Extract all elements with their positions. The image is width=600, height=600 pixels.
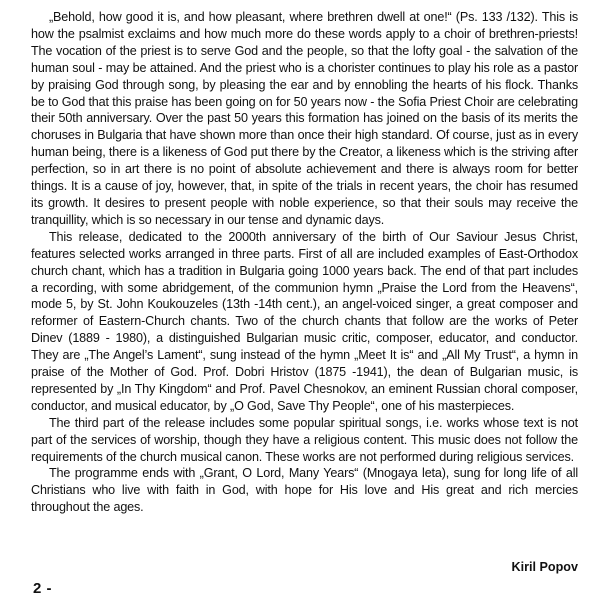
page-number: 2 - [33, 580, 53, 597]
paragraph-programme-ending: The programme ends with „Grant, O Lord, Many Years“ (Mnogaya leta), sung for long life of all Christians who live with faith in God, with hope for His love and His great and rich mercies throughout the ages. [31, 466, 578, 515]
paragraph-spiritual-songs: The third part of the release includes some popular spiritual songs, i.e. works whose text is not part of the services of worship, though they have a religious content. This music does not follow the requirements of the church musical canon. These works are not performed during religious services. [31, 415, 578, 464]
author-signature: Kiril Popov [511, 560, 578, 574]
paragraph-psalm-intro: „Behold, how good it is, and how pleasant, where brethren dwell at one!“ (Ps. 133 /132). This is how the psalmist exclaims and how much more do these words apply to a choir of brethren-priests! The vocation of the priest is to serve God and the people, so that the lofty goal - the salvation of the human soul - may be attained. And the priest who is a chorister continues to play his role as a pastor by praising God through song, by pleasing the ear and by ennobling the hearts of his flock. Thanks be to God that this praise has been going on for 50 years now - the Sofia Priest Choir are celebrating their 50th anniversary. Over the past 50 years this formation has joined on the basis of its merits the choruses in Bulgaria that have shown more than once their high standard. Of course, just as in every human being, there is a likeness of God put there by the Creator, a likeness which is the striving after perfection, so in art there is no point of absolute achievement and there is always room for better things. It is a cause of joy, however, that, in spite of the trials in recent years, the choir has resumed its growth. It desires to present people with noble experience, so that their souls may receive the tranquillity, which is so necessary in our tense and dynamic days. [31, 10, 578, 227]
paragraph-release-contents: This release, dedicated to the 2000th anniversary of the birth of Our Saviour Jesus Christ, features selected works arranged in three parts. First of all are included examples of East-Orthodox church chant, which has a tradition in Bulgaria going 1000 years back. The end of that part includes a recording, with some abridgement, of the communion hymn „Praise the Lord from the Heavens“, mode 5, by St. John Koukouzeles (13th -14th cent.), an angel-voiced singer, a great composer and reformer of Eastern-Church chants. Two of the church chants that follow are the works of Peter Dinev (1889 - 1980), a distinguished Bulgarian music critic, composer, educator, and conductor. They are „The Angel’s Lament“, sung instead of the hymn „Meet It is“ and „All My Trust“, a hymn in praise of the Mother of God. Prof. Dobri Hristov (1875 -1941), the dean of Bulgarian music, is represented by „In Thy Kingdom“ and Prof. Pavel Chesnokov, an eminent Russian choral composer, conductor, and musical educator, by „O God, Save Thy People“, one of his masterpieces. [31, 229, 578, 413]
document-body [31, 9, 578, 516]
